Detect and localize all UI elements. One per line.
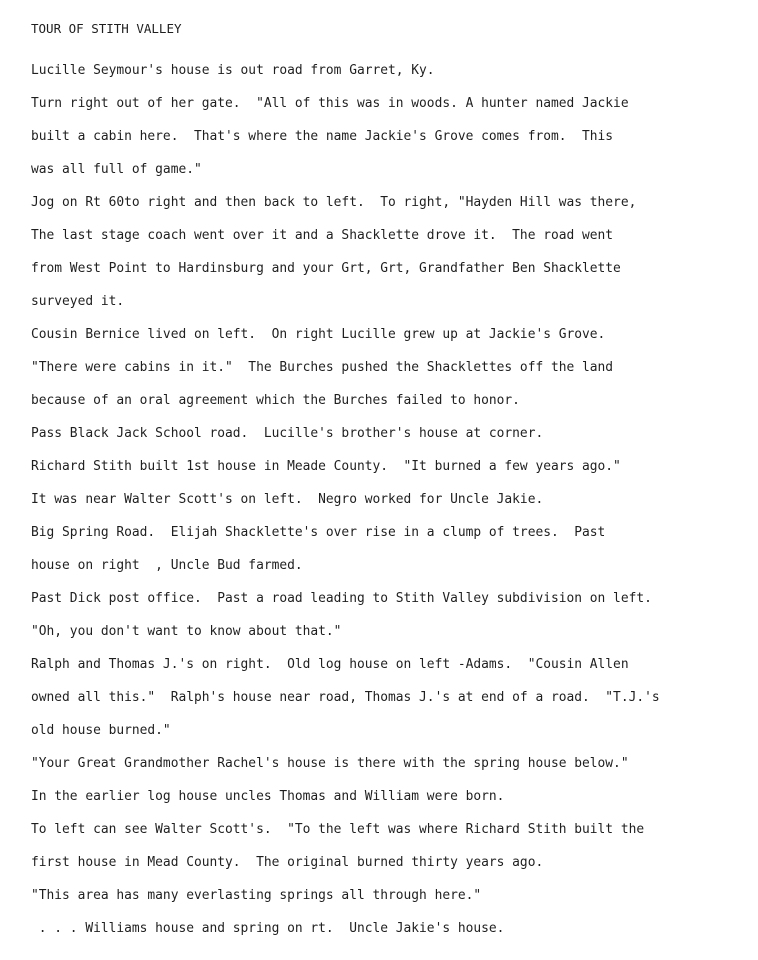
text-line: because of an oral agreement which the Burches failed to honor. bbox=[31, 393, 520, 408]
text-line: . . . Williams house and spring on rt. Uncle Jakie's house. bbox=[31, 921, 505, 936]
text-line: "Your Great Grandmother Rachel's house is there with the spring house below." bbox=[31, 756, 629, 771]
text-line: It was near Walter Scott's on left. Negro worked for Uncle Jakie. bbox=[31, 492, 544, 507]
text-line: old house burned." bbox=[31, 723, 171, 738]
text-line: Pass Black Jack School road. Lucille's brother's house at corner. bbox=[31, 426, 544, 441]
text-line: Big Spring Road. Elijah Shacklette's over rise in a clump of trees. Past bbox=[31, 525, 606, 540]
text-line: "Oh, you don't want to know about that." bbox=[31, 624, 342, 639]
text-line: In the earlier log house uncles Thomas and William were born. bbox=[31, 789, 505, 804]
text-line: Past Dick post office. Past a road leading to Stith Valley subdivision on left. bbox=[31, 591, 652, 606]
text-line: "There were cabins in it." The Burches pushed the Shacklettes off the land bbox=[31, 360, 614, 375]
text-line: Cousin Bernice lived on left. On right Lucille grew up at Jackie's Grove. bbox=[31, 327, 606, 342]
text-line: owned all this." Ralph's house near road, Thomas J.'s at end of a road. "T.J.'s bbox=[31, 690, 660, 705]
document-body bbox=[31, 54, 746, 945]
text-line: from West Point to Hardinsburg and your Grt, Grt, Grandfather Ben Shacklette bbox=[31, 261, 621, 276]
text-line: Richard Stith built 1st house in Meade County. "It burned a few years ago." bbox=[31, 459, 621, 474]
text-line: The last stage coach went over it and a Shacklette drove it. The road went bbox=[31, 228, 614, 243]
text-line: surveyed it. bbox=[31, 294, 125, 309]
text-line: Lucille Seymour's house is out road from Garret, Ky. bbox=[31, 63, 435, 78]
text-line: Ralph and Thomas J.'s on right. Old log house on left -Adams. "Cousin Allen bbox=[31, 657, 629, 672]
text-line: first house in Mead County. The original burned thirty years ago. bbox=[31, 855, 544, 870]
text-line: "This area has many everlasting springs all through here." bbox=[31, 888, 482, 903]
text-line: Jog on Rt 60to right and then back to left. To right, "Hayden Hill was there, bbox=[31, 195, 637, 210]
text-line: built a cabin here. That's where the name Jackie's Grove comes from. This bbox=[31, 129, 614, 144]
text-line: house on right , Uncle Bud farmed. bbox=[31, 558, 303, 573]
text-line: was all full of game." bbox=[31, 162, 202, 177]
text-line: To left can see Walter Scott's. "To the left was where Richard Stith built the bbox=[31, 822, 645, 837]
text-line: Turn right out of her gate. "All of this was in woods. A hunter named Jackie bbox=[31, 96, 629, 111]
document-title: TOUR OF STITH VALLEY bbox=[31, 21, 182, 36]
